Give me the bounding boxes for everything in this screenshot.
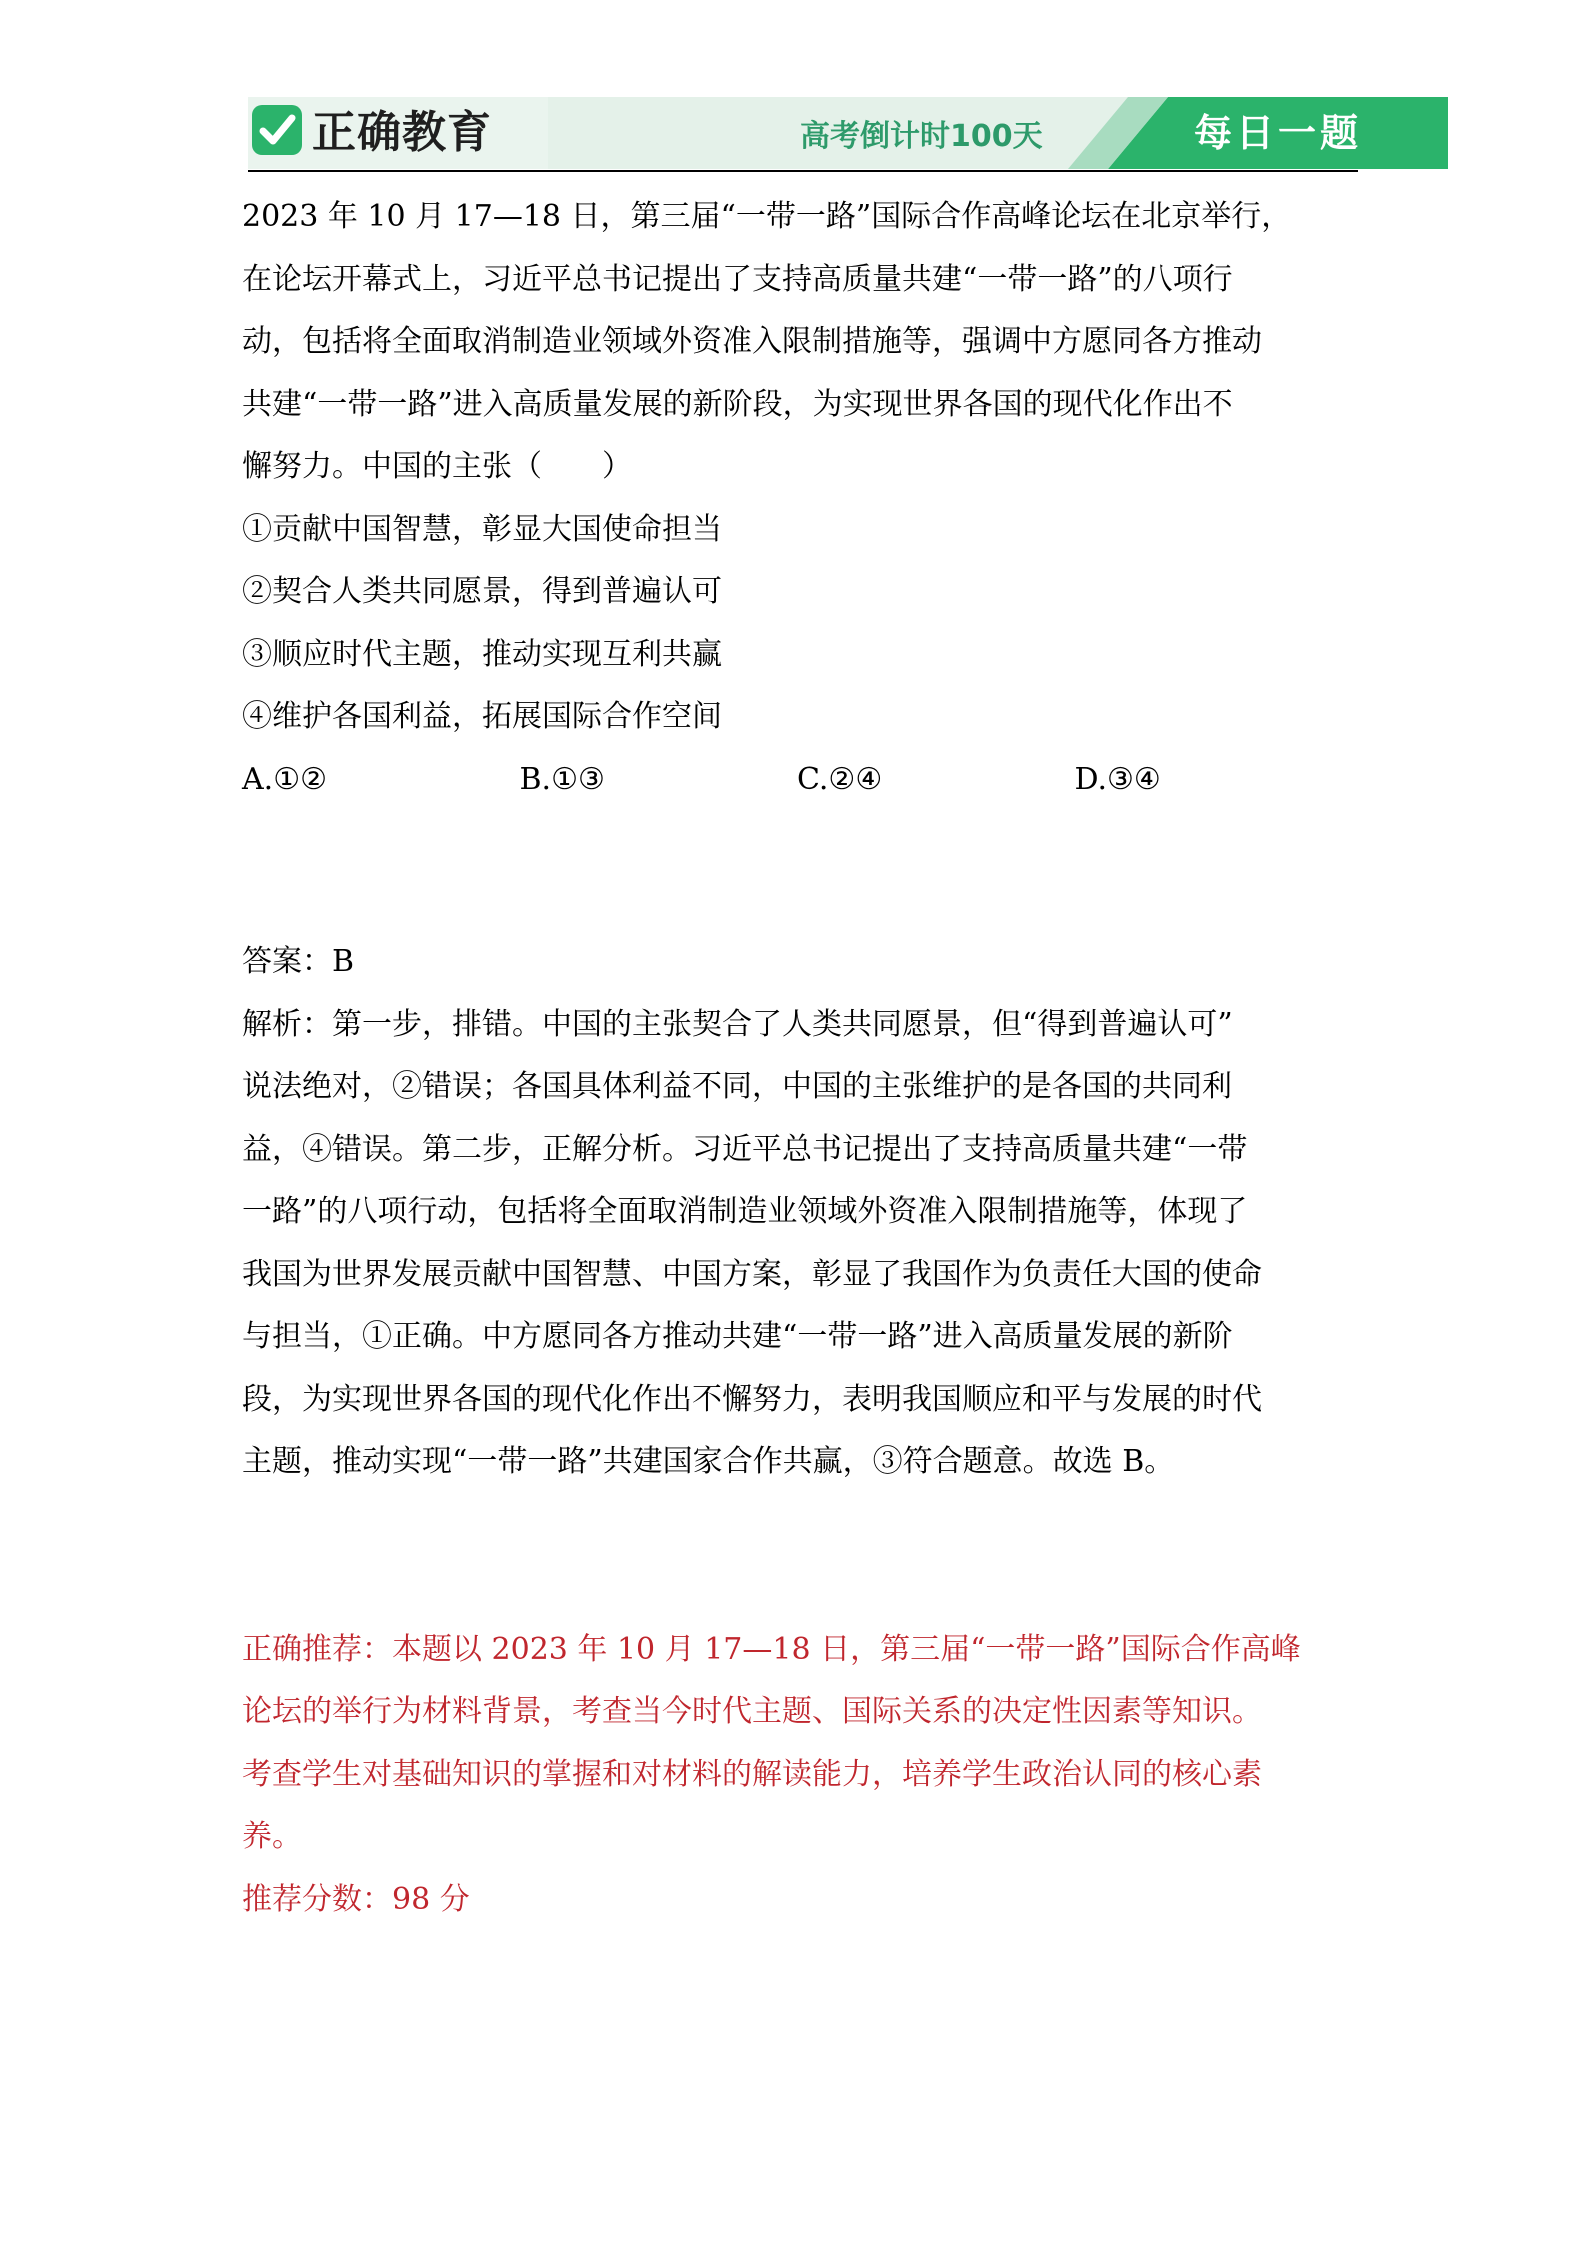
analysis-line: 段，为实现世界各国的现代化作出不懈努力，表明我国顺应和平与发展的时代 [242,1381,1262,1417]
analysis-line: 一路”的八项行动，包括将全面取消制造业领域外资准入限制措施等，体现了 [242,1194,1248,1229]
question-line: 在论坛开幕式上，习近平总书记提出了支持高质量共建“一带一路”的八项行 [242,261,1233,297]
option-a: A.①② [242,761,327,797]
header-banner [248,97,1448,169]
page-content [242,186,1352,1931]
countdown-text: 高考倒计时100天 [800,119,1043,154]
recommendation-line: 养。 [242,1819,302,1854]
spacer [242,811,1352,931]
statement-list [242,499,1352,749]
statement-item: ④维护各国利益，拓展国际合作空间 [242,699,722,734]
question-stem [242,186,1352,499]
analysis-line: 解析：第一步，排错。中国的主张契合了人类共同愿景，但“得到普遍认可” [242,1006,1233,1042]
analysis-line: 说法绝对，②错误；各国具体利益不同，中国的主张维护的是各国的共同利 [242,1069,1232,1104]
spacer [242,1494,1352,1619]
question-line: 懈努力。中国的主张（ ） [242,449,632,484]
analysis-line: 益，④错误。第二步，正解分析。习近平总书记提出了支持高质量共建“一带 [242,1131,1248,1167]
daily-question-label: 每日一题 [1194,111,1363,155]
answer-section [242,931,1352,1494]
statement-item: ③顺应时代主题，推动实现互利共赢 [242,636,722,672]
analysis-line: 主题，推动实现“一带一路”共建国家合作共赢，③符合题意。故选 B。 [242,1444,1175,1479]
recommendation-score: 推荐分数：98 分 [242,1881,470,1917]
question-line: 共建“一带一路”进入高质量发展的新阶段，为实现世界各国的现代化作出不 [242,386,1233,422]
header-divider [248,170,1358,172]
check-icon [252,105,302,155]
logo-text: 正确教育 [312,107,492,158]
option-b: B.①③ [519,761,605,797]
recommendation-line: 正确推荐：本题以 2023 年 10 月 17—18 日，第三届“一带一路”国际合作高峰 [242,1631,1301,1667]
recommendation-section [242,1619,1352,1932]
statement-item: ①贡献中国智慧，彰显大国使命担当 [242,511,722,547]
answer-label: 答案：B [242,944,355,979]
analysis-line: 我国为世界发展贡献中国智慧、中国方案，彰显了我国作为负责任大国的使命 [242,1256,1262,1292]
question-line: 2023 年 10 月 17—18 日，第三届“一带一路”国际合作高峰论坛在北京举行， [242,199,1292,234]
analysis-line: 与担当，①正确。中方愿同各方推动共建“一带一路”进入高质量发展的新阶 [242,1319,1233,1354]
recommendation-line: 论坛的举行为材料背景，考查当今时代主题、国际关系的决定性因素等知识。 [242,1694,1262,1729]
answer-options [242,749,1352,812]
statement-item: ②契合人类共同愿景，得到普遍认可 [242,574,722,609]
recommendation-line: 考查学生对基础知识的掌握和对材料的解读能力，培养学生政治认同的核心素 [242,1756,1262,1792]
question-line: 动，包括将全面取消制造业领域外资准入限制措施等，强调中方愿同各方推动 [242,324,1262,359]
option-d: D.③④ [1074,761,1161,797]
option-c: C.②④ [797,761,883,797]
